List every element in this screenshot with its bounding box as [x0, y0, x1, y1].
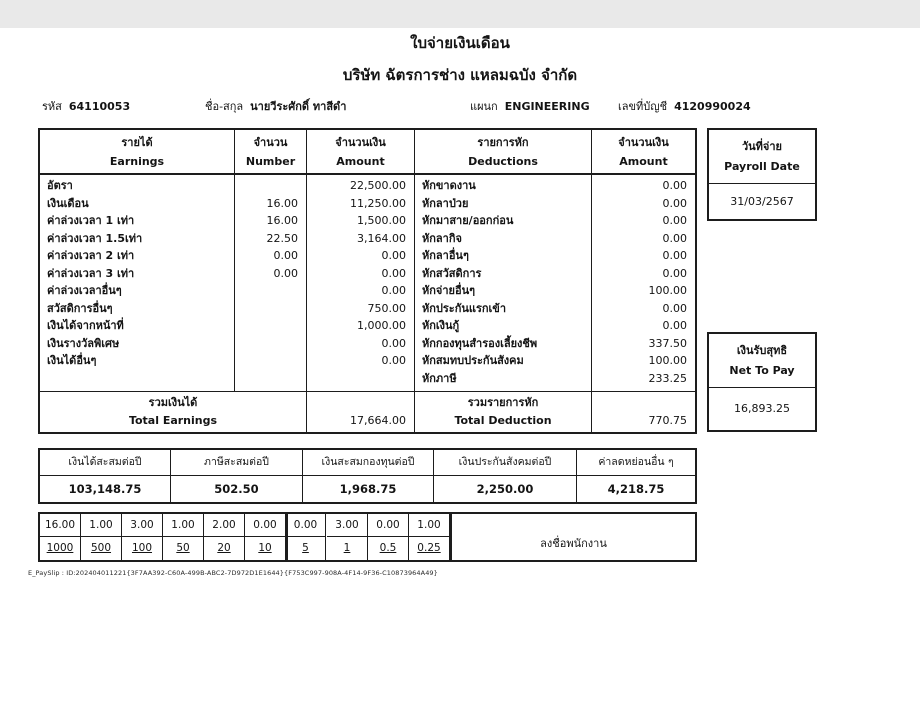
earnings-labels-column	[40, 175, 235, 391]
earnings-number-column	[235, 175, 307, 391]
net-to-pay-box	[707, 332, 817, 432]
page-title: ใบจ่ายเงินเดือน	[410, 34, 510, 52]
deduction-label: หักสมทบประกันสังคม	[422, 354, 524, 367]
deduction-amount: 100.00	[648, 354, 687, 367]
total-earnings-amount: 17,664.00	[307, 392, 415, 432]
employee-department-value: ENGINEERING	[504, 100, 590, 113]
employee-signature-label: ลงชื่อพนักงาน	[450, 514, 695, 560]
earnings-number	[235, 317, 306, 335]
ytd-header: ค่าลดหย่อนอื่น ๆ	[598, 456, 674, 468]
earnings-number	[235, 177, 306, 195]
header-earnings: รายได้ Earnings	[40, 130, 235, 173]
ytd-value-row	[40, 476, 695, 502]
denomination-count: 3.00	[327, 514, 368, 537]
table-body	[40, 175, 695, 392]
earnings-label: ค่าล่วงเวลาอื่นๆ	[47, 284, 122, 297]
deduction-amount: 0.00	[662, 214, 687, 227]
total-deduction-amount: 770.75	[648, 414, 687, 427]
employee-info-row	[0, 97, 920, 113]
earnings-amount-column	[307, 175, 415, 391]
denomination-value: 1000	[40, 537, 81, 560]
denomination-value: 500	[81, 537, 122, 560]
deduction-label: หักลาป่วย	[422, 196, 469, 210]
ytd-header: เงินประกันสังคมต่อปี	[434, 450, 577, 475]
deduction-label: หักขาดงาน	[422, 179, 476, 192]
header-amount-2: จำนวนเงิน Amount	[618, 136, 669, 168]
deductions-labels-column	[415, 175, 592, 391]
ytd-summary-table	[38, 448, 697, 504]
denomination-value: 50	[163, 537, 204, 560]
deduction-amount: 0.00	[662, 266, 687, 280]
employee-name-value: นายวีระศักดิ์ ทาสีดำ	[250, 100, 347, 113]
deduction-amount: 0.00	[662, 196, 687, 210]
earnings-number: 0.00	[273, 266, 298, 280]
company-name: บริษัท ฉัตรการช่าง แหลมฉบัง จำกัด	[342, 66, 578, 84]
earnings-amount: 3,164.00	[357, 231, 406, 245]
net-to-pay-header: เงินรับสุทธิ Net To Pay	[709, 334, 815, 388]
denomination-count: 3.00	[122, 514, 163, 537]
top-gray-strip	[0, 0, 920, 28]
earnings-label: เงินเดือน	[47, 196, 89, 210]
denomination-value: 5	[285, 537, 326, 560]
deduction-amount: 0.00	[662, 249, 687, 262]
deduction-label: หักประกันแรกเข้า	[422, 301, 507, 315]
earnings-amount: 0.00	[381, 354, 406, 367]
denomination-value: 10	[245, 537, 286, 560]
denomination-count: 0.00	[285, 514, 326, 537]
denomination-count: 1.00	[163, 514, 204, 537]
payslip-id-footer: E_PaySlip : ID:202404011221{3F7AA392-C60A-499B-ABC2-7D972D1E1644}{F753C997-908A-4F14-9F36-C10873964A49}	[28, 569, 438, 577]
ytd-value: 2,250.00	[434, 476, 577, 502]
deductions-amount-column	[592, 175, 695, 391]
table-header-row	[40, 130, 695, 175]
header-number: จำนวน Number	[235, 130, 307, 173]
denomination-value: 1	[327, 537, 368, 560]
employee-code-label: รหัส	[42, 100, 62, 113]
earnings-amount: 0.00	[381, 266, 406, 280]
employee-code-value: 64110053	[68, 100, 131, 113]
earnings-amount: 11,250.00	[350, 196, 406, 210]
earnings-number: 16.00	[266, 214, 298, 227]
earnings-amount: 0.00	[381, 249, 406, 262]
earnings-amount: 1,500.00	[357, 214, 406, 227]
earnings-label: ค่าล่วงเวลา 3 เท่า	[47, 266, 135, 280]
deduction-amount: 0.00	[662, 319, 687, 332]
deduction-label: หักจ่ายอื่นๆ	[422, 284, 476, 297]
ytd-value: 502.50	[171, 476, 303, 502]
employee-department	[470, 97, 590, 115]
payroll-date-box	[707, 128, 817, 221]
earnings-label: สวัสดิการอื่นๆ	[47, 301, 113, 315]
employee-name	[205, 97, 346, 115]
deduction-amount: 337.50	[648, 336, 687, 350]
deduction-amount: 0.00	[662, 179, 687, 192]
earnings-label: เงินรางวัลพิเศษ	[47, 336, 120, 350]
denomination-value: 0.25	[409, 537, 450, 560]
denomination-count: 1.00	[81, 514, 122, 537]
denomination-count: 0.00	[245, 514, 286, 537]
ytd-value: 103,148.75	[40, 476, 171, 502]
earnings-number: 0.00	[273, 249, 298, 262]
denomination-count: 1.00	[409, 514, 450, 537]
earnings-label: อัตรา	[47, 179, 73, 192]
employee-code	[42, 97, 130, 115]
deduction-amount: 0.00	[662, 301, 687, 315]
employee-name-label: ชื่อ-สกุล	[205, 100, 244, 113]
earnings-number: 22.50	[266, 231, 298, 245]
ytd-value: 4,218.75	[607, 482, 665, 496]
totals-row	[40, 392, 695, 432]
deduction-amount: 233.25	[648, 371, 687, 385]
earnings-label: ค่าล่วงเวลา 1.5เท่า	[47, 231, 143, 245]
ytd-header: เงินสะสมกองทุนต่อปี	[303, 450, 434, 475]
earnings-label: เงินได้อื่นๆ	[47, 354, 97, 367]
denomination-value: 0.5	[368, 537, 409, 560]
deduction-label: หักภาษี	[422, 371, 457, 385]
earnings-deductions-table	[38, 128, 697, 434]
earnings-number	[235, 352, 306, 370]
deduction-label: หักกองทุนสำรองเลี้ยงชีพ	[422, 336, 538, 350]
employee-account	[618, 97, 751, 115]
ytd-header: เงินได้สะสมต่อปี	[40, 450, 171, 475]
earnings-amount: 22,500.00	[350, 179, 406, 192]
deduction-label: หักเงินกู้	[422, 319, 460, 332]
earnings-label: ค่าล่วงเวลา 1 เท่า	[47, 214, 135, 227]
earnings-label: เงินได้จากหน้าที่	[47, 319, 124, 332]
ytd-value: 1,968.75	[303, 476, 434, 502]
header-deductions: รายการหัก Deductions	[415, 130, 592, 173]
earnings-amount: 1,000.00	[357, 319, 406, 332]
earnings-amount: 750.00	[367, 301, 406, 315]
earnings-number	[235, 282, 306, 300]
earnings-amount: 0.00	[381, 336, 406, 350]
payroll-date-value: 31/03/2567	[730, 195, 794, 208]
deduction-label: หักมาสาย/ออกก่อน	[422, 214, 514, 227]
deduction-amount: 0.00	[662, 231, 687, 245]
denomination-count: 2.00	[204, 514, 245, 537]
denomination-value: 20	[204, 537, 245, 560]
employee-account-value: 4120990024	[674, 100, 751, 113]
total-earnings-label: รวมเงินได้ Total Earnings	[40, 392, 307, 432]
denominations-grid	[40, 514, 450, 560]
earnings-number: 16.00	[266, 196, 298, 210]
deduction-label: หักลาอื่นๆ	[422, 249, 469, 262]
ytd-header-row	[40, 450, 695, 476]
denomination-value: 100	[122, 537, 163, 560]
deduction-label: หักลากิจ	[422, 231, 462, 245]
employee-account-label: เลขที่บัญชี	[618, 100, 668, 113]
header-amount: จำนวนเงิน Amount	[307, 130, 415, 173]
payroll-date-header: วันที่จ่าย Payroll Date	[709, 130, 815, 184]
net-to-pay-value: 16,893.25	[734, 402, 790, 415]
deduction-label: หักสวัสดิการ	[422, 266, 482, 280]
denomination-count: 16.00	[40, 514, 81, 537]
earnings-number	[235, 335, 306, 353]
earnings-number	[235, 300, 306, 318]
denomination-count: 0.00	[368, 514, 409, 537]
earnings-amount: 0.00	[381, 284, 406, 297]
total-deduction-label: รวมรายการหัก Total Deduction	[415, 392, 592, 432]
deduction-amount: 100.00	[648, 284, 687, 297]
denominations-table	[38, 512, 697, 562]
earnings-label: ค่าล่วงเวลา 2 เท่า	[47, 249, 135, 262]
employee-department-label: แผนก	[470, 100, 498, 113]
ytd-header: ภาษีสะสมต่อปี	[171, 450, 303, 475]
